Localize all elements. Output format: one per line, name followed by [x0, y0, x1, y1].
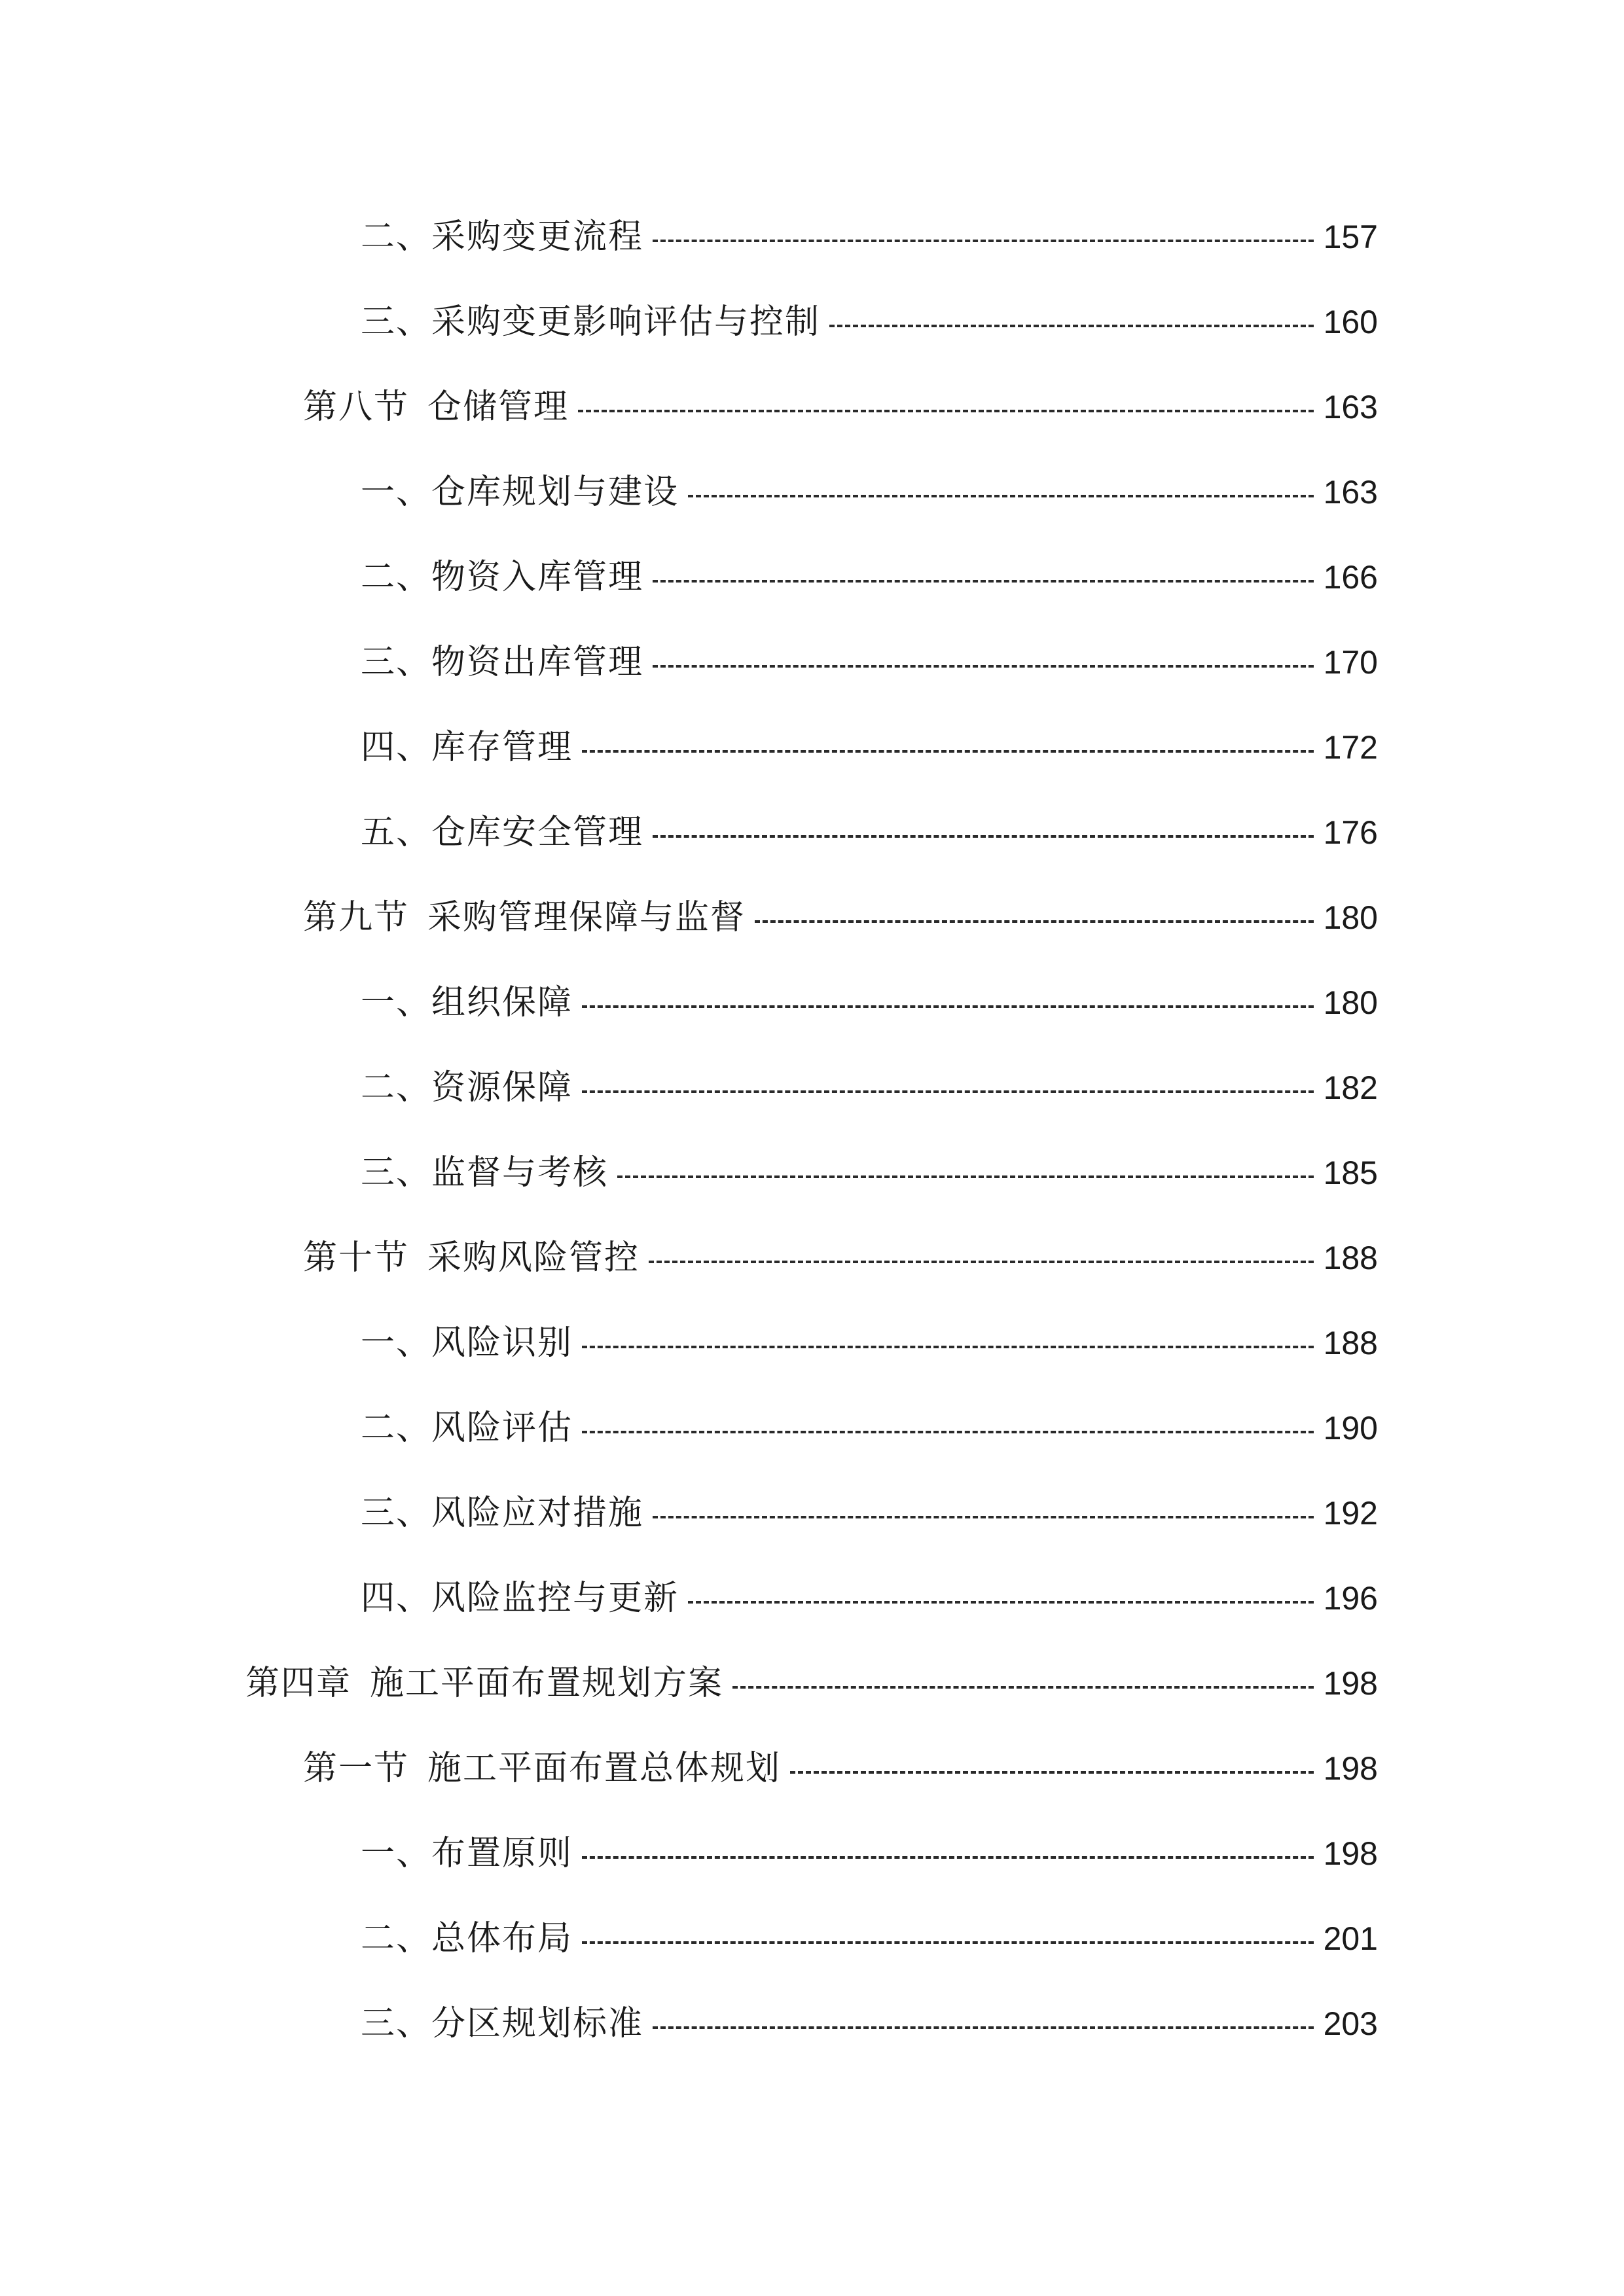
- toc-entry-number: 第八节: [303, 387, 410, 427]
- toc-entry-title: [361, 1062, 573, 1114]
- toc-entry-text: 风险应对措施: [431, 1494, 644, 1533]
- toc-entry-number: 第四章: [245, 1664, 352, 1703]
- toc-entry-text: 资源保障: [431, 1068, 573, 1107]
- toc-entry[interactable]: [361, 1317, 1378, 1369]
- toc-page-number: 198: [1323, 1750, 1378, 1787]
- toc-entry-number: 二、: [361, 217, 432, 257]
- dot-leader: [582, 1346, 1314, 1348]
- dot-leader: [582, 750, 1314, 753]
- toc-entry-title: [361, 806, 643, 859]
- toc-entry-title: [361, 636, 643, 689]
- dot-leader: [653, 580, 1314, 583]
- toc-entry[interactable]: [361, 1062, 1378, 1114]
- toc-entry[interactable]: [361, 1487, 1378, 1539]
- toc-entry-number: 第一节: [303, 1749, 410, 1788]
- toc-page-number: 157: [1323, 219, 1378, 255]
- dot-leader: [755, 920, 1314, 923]
- toc-entry-title: [361, 1827, 573, 1880]
- toc-entry-number: 一、: [361, 473, 432, 512]
- toc-page-number: 180: [1323, 984, 1378, 1021]
- dot-leader: [582, 1005, 1314, 1008]
- dot-leader: [653, 835, 1314, 838]
- toc-entry[interactable]: [245, 1657, 1378, 1710]
- dot-leader: [649, 1261, 1314, 1263]
- toc-entry-text: 组织保障: [431, 983, 573, 1022]
- toc-entry[interactable]: [361, 806, 1378, 859]
- dot-leader: [653, 1516, 1314, 1518]
- toc-page-number: 170: [1323, 644, 1378, 681]
- toc-entry-number: 二、: [361, 1919, 432, 1958]
- toc-entry-title: [361, 1317, 573, 1369]
- toc-entry-text: 采购风险管控: [427, 1238, 640, 1278]
- dot-leader: [829, 325, 1314, 327]
- toc-entry-number: 三、: [361, 643, 432, 682]
- toc-entry[interactable]: [361, 1572, 1378, 1624]
- toc-entry-title: [361, 1572, 679, 1624]
- dot-leader: [582, 1090, 1314, 1093]
- dot-leader: [653, 240, 1314, 242]
- toc-entry[interactable]: [361, 1147, 1378, 1199]
- toc-entry[interactable]: [361, 466, 1378, 518]
- toc-page-number: 188: [1323, 1240, 1378, 1276]
- dot-leader: [688, 1601, 1314, 1604]
- toc-entry-number: 三、: [361, 1153, 432, 1193]
- toc-entry-number: 四、: [361, 728, 432, 767]
- toc-page-number: 160: [1323, 304, 1378, 340]
- toc-entry-text: 风险识别: [431, 1323, 573, 1363]
- toc-entry-number: 第九节: [303, 898, 410, 937]
- toc-page-number: 180: [1323, 899, 1378, 936]
- toc-entry-text: 采购变更影响评估与控制: [431, 302, 821, 342]
- toc-entry[interactable]: [361, 721, 1378, 774]
- toc-entry-number: 一、: [361, 1323, 432, 1363]
- toc-page-number: 163: [1323, 389, 1378, 425]
- toc-entry-text: 物资出库管理: [431, 643, 644, 682]
- toc-entry-text: 采购管理保障与监督: [427, 898, 746, 937]
- toc-entry[interactable]: [361, 296, 1378, 348]
- toc-page-number: 192: [1323, 1495, 1378, 1532]
- toc-entry-number: 二、: [361, 1068, 432, 1107]
- toc-entry-text: 仓库规划与建设: [431, 473, 679, 512]
- toc-entry-title: [361, 1487, 643, 1539]
- toc-entry-number: 三、: [361, 1494, 432, 1533]
- toc-entry-title: [245, 1657, 723, 1710]
- toc-entry-text: 风险监控与更新: [431, 1579, 679, 1618]
- toc-entry-title: [303, 1742, 781, 1795]
- toc-entry[interactable]: [361, 977, 1378, 1029]
- toc-entry-text: 施工平面布置总体规划: [427, 1749, 782, 1788]
- toc-page-number: 188: [1323, 1325, 1378, 1361]
- dot-leader: [653, 2026, 1314, 2029]
- toc-page-number: 172: [1323, 729, 1378, 766]
- dot-leader: [582, 1941, 1314, 1944]
- toc-entry-title: [303, 381, 569, 433]
- toc-entry-text: 库存管理: [431, 728, 573, 767]
- toc-entry-title: [361, 466, 679, 518]
- toc-page-number: 185: [1323, 1155, 1378, 1191]
- toc-entry-title: [361, 1402, 573, 1454]
- toc-entry-text: 监督与考核: [431, 1153, 609, 1193]
- toc-entry-number: 一、: [361, 983, 432, 1022]
- dot-leader: [653, 665, 1314, 668]
- toc-entry[interactable]: [361, 211, 1378, 263]
- toc-entry[interactable]: [361, 636, 1378, 689]
- toc-entry[interactable]: [361, 1402, 1378, 1454]
- toc-entry-number: 一、: [361, 1834, 432, 1873]
- dot-leader: [688, 495, 1314, 497]
- toc-page-number: 198: [1323, 1835, 1378, 1872]
- toc-page-number: 176: [1323, 814, 1378, 851]
- toc-entry[interactable]: [361, 551, 1378, 603]
- toc-entry-number: 五、: [361, 813, 432, 852]
- toc-entry-number: 四、: [361, 1579, 432, 1618]
- toc-entry[interactable]: [303, 1742, 1378, 1795]
- toc-entry-title: [361, 1998, 643, 2050]
- toc-entry-title: [361, 1912, 573, 1965]
- dot-leader: [790, 1771, 1314, 1774]
- toc-entry-text: 施工平面布置规划方案: [370, 1664, 724, 1703]
- toc-page-number: 182: [1323, 1069, 1378, 1106]
- dot-leader: [582, 1856, 1314, 1859]
- toc-entry-text: 分区规划标准: [431, 2004, 644, 2043]
- toc-entry-text: 布置原则: [431, 1834, 573, 1873]
- toc-page-number: 196: [1323, 1580, 1378, 1617]
- toc-entry-title: [303, 891, 746, 944]
- toc-entry-number: 三、: [361, 2004, 432, 2043]
- toc-entry-text: 物资入库管理: [431, 558, 644, 597]
- toc-entry-number: 二、: [361, 558, 432, 597]
- toc-entry[interactable]: [361, 1912, 1378, 1965]
- toc-entry[interactable]: [361, 1827, 1378, 1880]
- toc-page-number: 166: [1323, 559, 1378, 596]
- toc-entry-title: [361, 551, 643, 603]
- toc-page-number: 190: [1323, 1410, 1378, 1446]
- toc-entry-title: [361, 721, 573, 774]
- toc-entry-title: [303, 1232, 640, 1284]
- toc-entry-text: 风险评估: [431, 1408, 573, 1448]
- toc-entry-title: [361, 1147, 608, 1199]
- toc-page-number: 203: [1323, 2005, 1378, 2042]
- dot-leader: [582, 1431, 1314, 1433]
- toc-page-number: 201: [1323, 1920, 1378, 1957]
- toc-entry-text: 总体布局: [431, 1919, 573, 1958]
- toc-entry-title: [361, 211, 643, 263]
- toc-entry[interactable]: [303, 381, 1378, 433]
- toc-entry-text: 采购变更流程: [431, 217, 644, 257]
- toc-entry-number: 三、: [361, 302, 432, 342]
- dot-leader: [732, 1686, 1314, 1689]
- toc-entry-text: 仓库安全管理: [431, 813, 644, 852]
- toc-entry[interactable]: [361, 1998, 1378, 2050]
- toc-entry[interactable]: [303, 891, 1378, 944]
- toc-entry-number: 第十节: [303, 1238, 410, 1278]
- dot-leader: [578, 410, 1314, 412]
- toc-page-number: 198: [1323, 1665, 1378, 1702]
- toc-entry-number: 二、: [361, 1408, 432, 1448]
- toc-entry-title: [361, 977, 573, 1029]
- toc-page-number: 163: [1323, 474, 1378, 511]
- toc-entry[interactable]: [303, 1232, 1378, 1284]
- dot-leader: [617, 1175, 1314, 1178]
- toc-entry-title: [361, 296, 820, 348]
- toc-entry-text: 仓储管理: [427, 387, 569, 427]
